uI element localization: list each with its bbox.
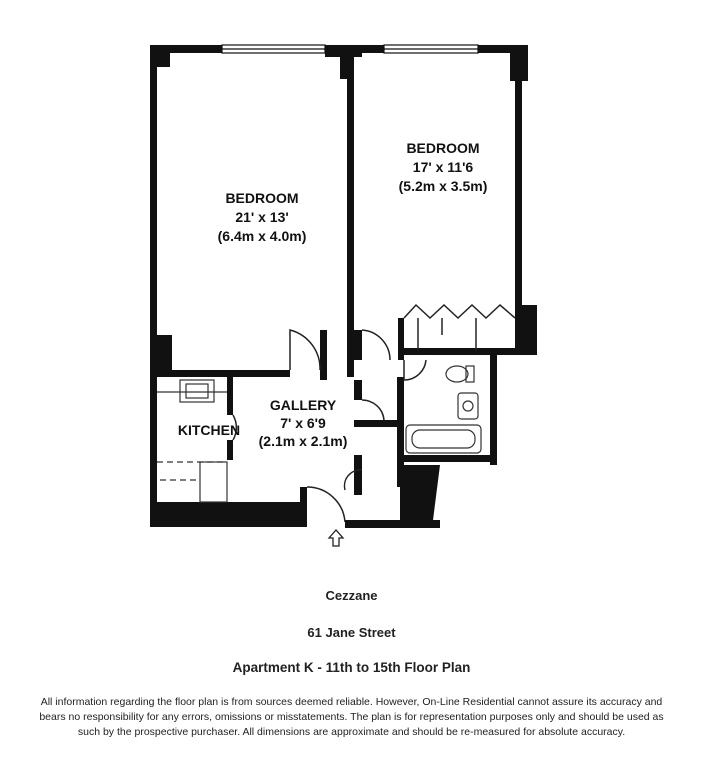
bedroom-2-dims-m: (5.2m x 3.5m) bbox=[398, 178, 488, 194]
bedroom-2-dims-ft: 17' x 11'6 bbox=[412, 159, 474, 175]
bedroom-2-name: BEDROOM bbox=[406, 140, 480, 156]
bedroom-1-name: BEDROOM bbox=[225, 190, 299, 206]
gallery-dims-ft: 7' x 6'9 bbox=[280, 415, 326, 431]
closet-doors bbox=[404, 305, 515, 350]
bedroom-1-dims-ft: 21' x 13' bbox=[235, 209, 289, 225]
floor-plan-title: Apartment K - 11th to 15th Floor Plan bbox=[232, 660, 471, 675]
bathroom-fixtures bbox=[406, 366, 481, 453]
building-name: Cezzane bbox=[325, 588, 378, 603]
gallery-name: GALLERY bbox=[269, 397, 337, 413]
address: 61 Jane Street bbox=[307, 625, 396, 640]
disclaimer-text: All information regarding the floor plan is from sources deemed reliable. However, On-Line Residential cannot assure its accuracy and bears no responsibility for any errors, omissions or misstatements. The plan is for representation purposes only and should be used as such by the prospective purchaser. All dimensions are approximate and should be re-measured for absolute accuracy. bbox=[39, 696, 664, 738]
kitchen-fixtures bbox=[157, 380, 227, 502]
label-gallery bbox=[259, 397, 348, 449]
kitchen-name: KITCHEN bbox=[177, 422, 241, 438]
label-bedroom-1 bbox=[218, 190, 307, 244]
gallery-dims-m: (2.1m x 2.1m) bbox=[258, 433, 348, 449]
up-arrow-icon bbox=[329, 530, 343, 546]
bedroom-1-dims-m: (6.4m x 4.0m) bbox=[217, 228, 307, 244]
walls bbox=[150, 45, 537, 528]
label-bedroom-2 bbox=[399, 140, 488, 194]
